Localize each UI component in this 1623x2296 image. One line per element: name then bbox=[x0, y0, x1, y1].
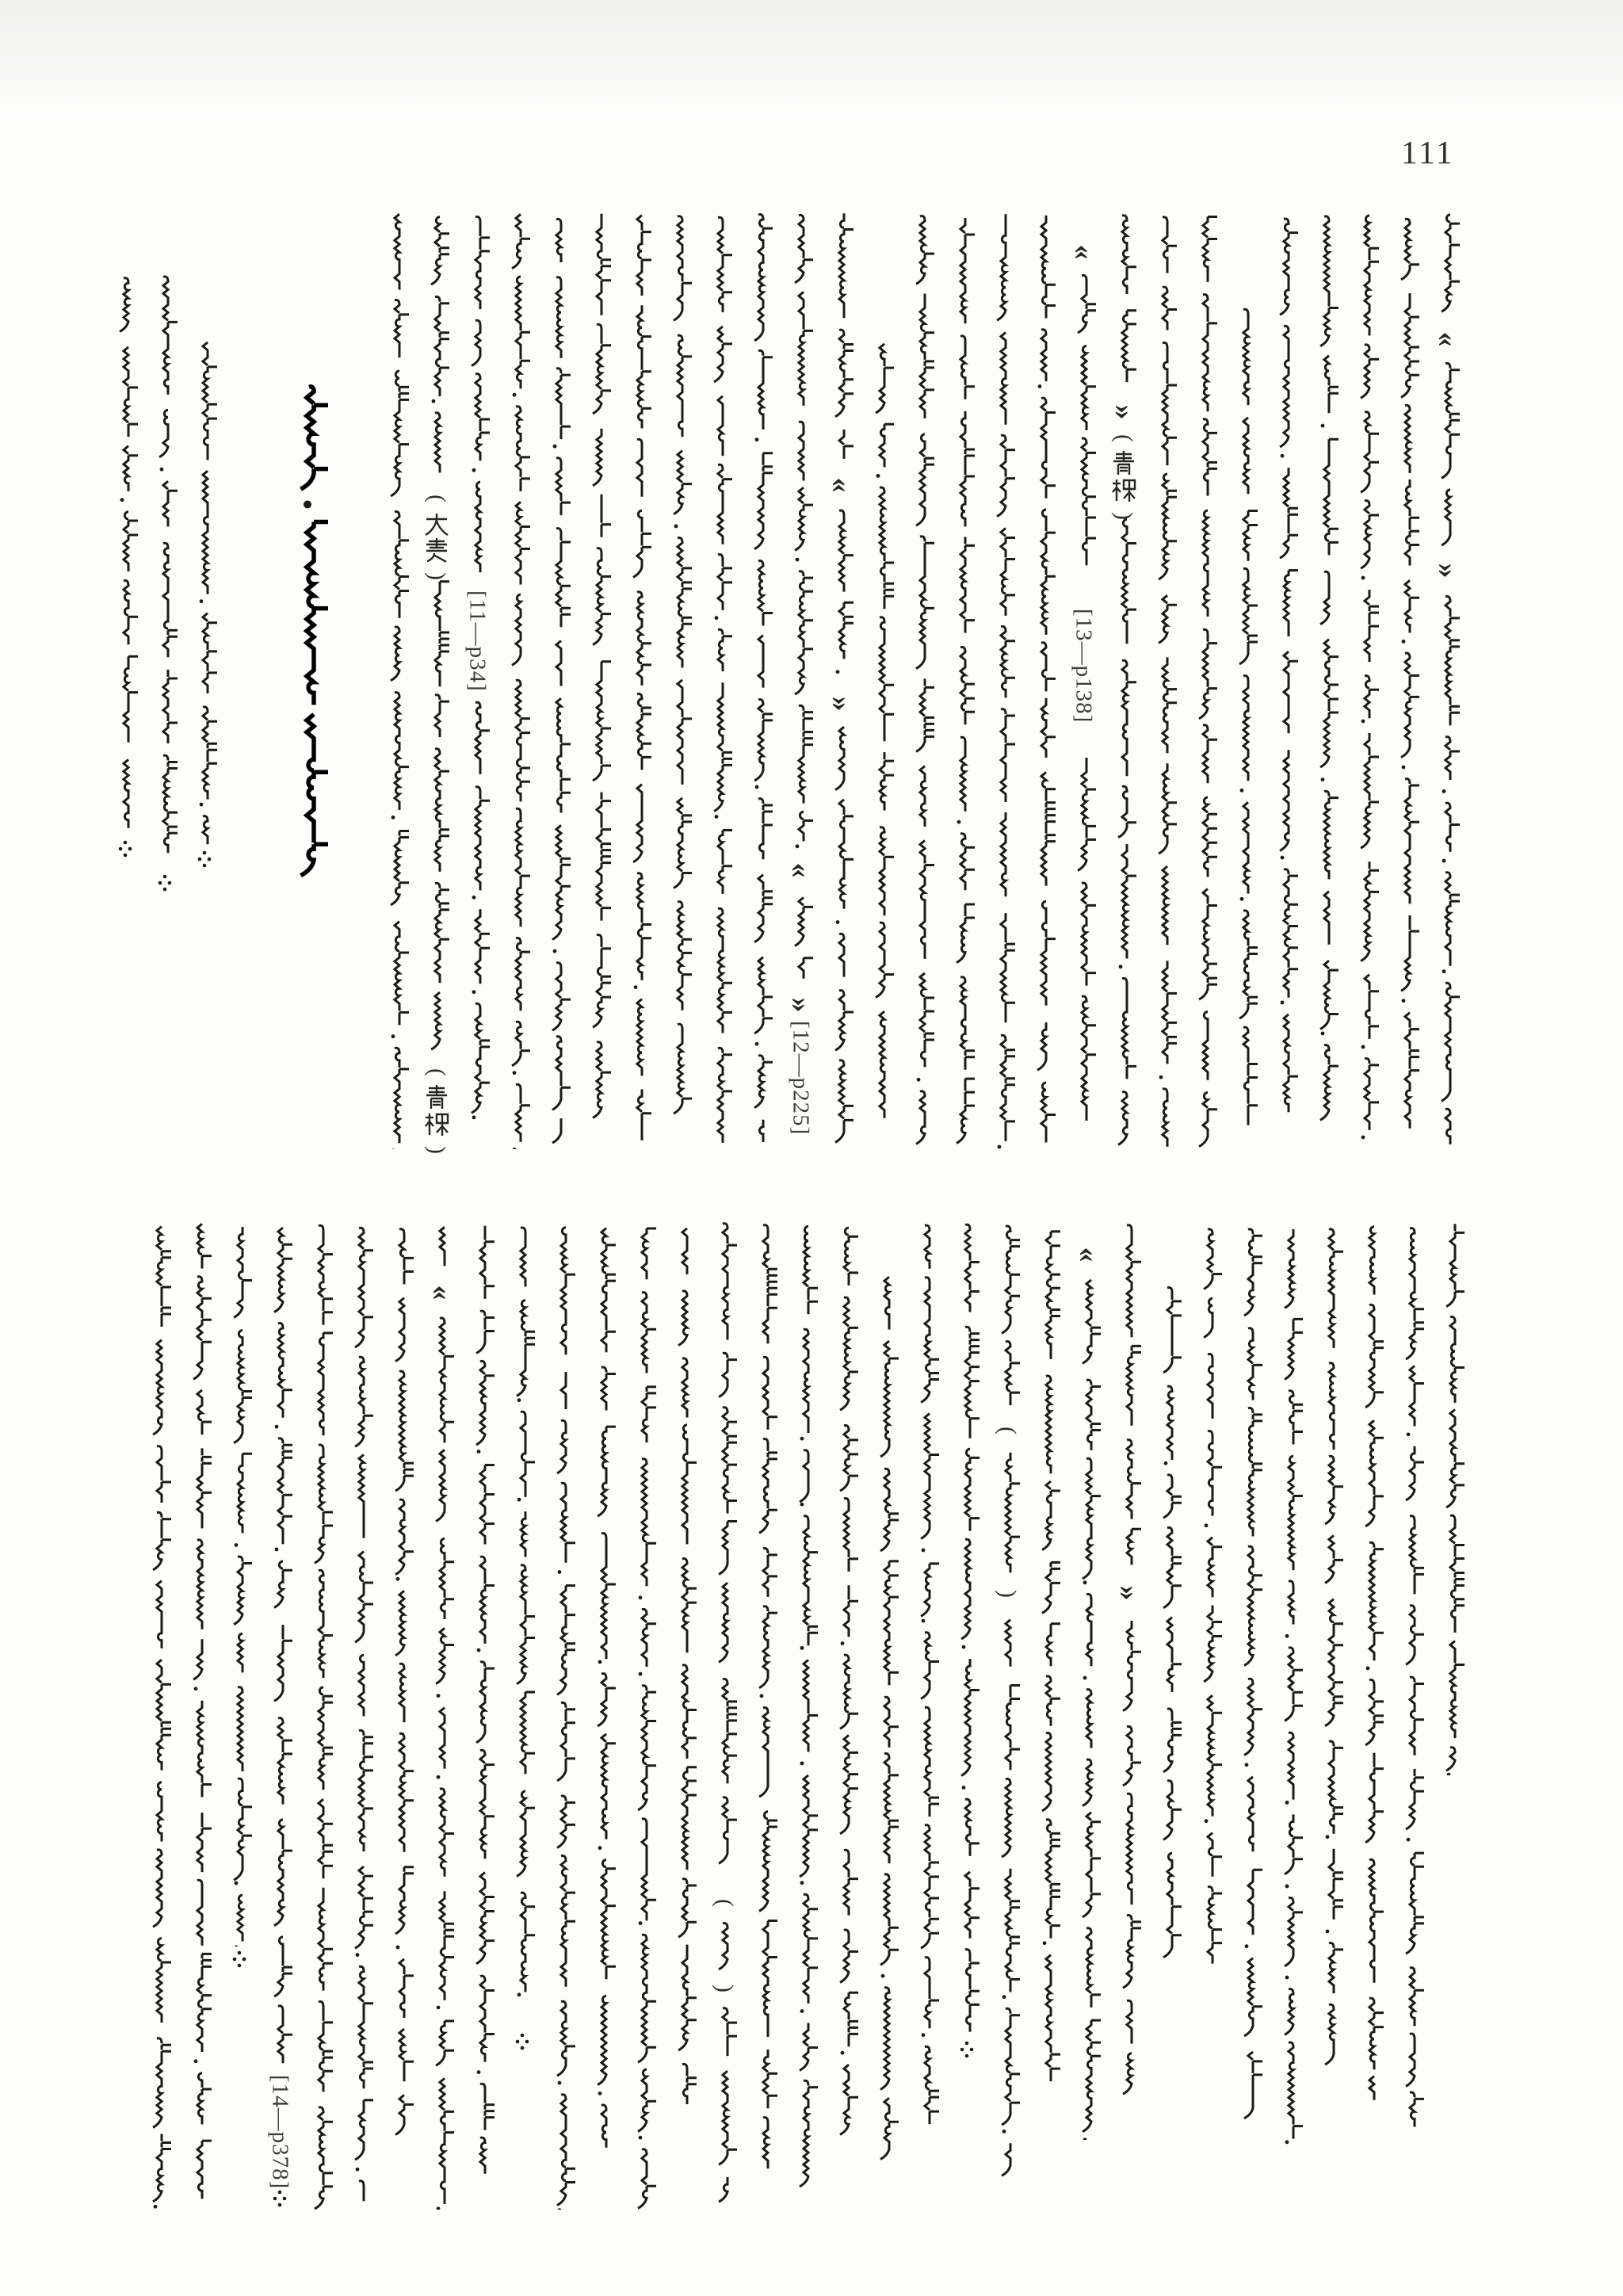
chinese-gloss-qingke: ( ) bbox=[424, 1068, 450, 1154]
mongol-text-column bbox=[1071, 1221, 1106, 2140]
mongol-text-column bbox=[262, 1221, 297, 2210]
mongol-text-column bbox=[343, 1221, 378, 2210]
mongol-text-column bbox=[707, 1221, 742, 2210]
mongol-text-column bbox=[1111, 1221, 1146, 2100]
title-bracket-open: « bbox=[1430, 331, 1464, 346]
mongol-text-column bbox=[949, 1221, 984, 2061]
title-bracket-close: » bbox=[1107, 404, 1140, 418]
paren-close: ) bbox=[712, 1985, 738, 1992]
page-number: 111 bbox=[1401, 134, 1455, 170]
mongol-text-column bbox=[788, 1221, 823, 2210]
title-bracket-close: » bbox=[824, 696, 857, 710]
citation-ref: [11—p34] bbox=[464, 590, 491, 692]
mongol-text-column bbox=[424, 1221, 459, 2210]
section-end-mark bbox=[222, 1950, 257, 1970]
mongol-text-column bbox=[303, 1221, 338, 2210]
mongol-text-column bbox=[869, 1268, 903, 2172]
mongol-text-column bbox=[1354, 1221, 1388, 2108]
section-end-mark bbox=[505, 2032, 540, 2053]
citation-ref: [12—p225] bbox=[788, 1021, 814, 1136]
mongol-text-column bbox=[747, 1221, 782, 2172]
mongol-text-column bbox=[909, 1221, 944, 2140]
mongol-text-column bbox=[1313, 1221, 1348, 2069]
title-bracket-close: » bbox=[784, 997, 817, 1011]
title-bracket-open: « bbox=[824, 477, 857, 491]
mongol-text-column bbox=[990, 1221, 1025, 2179]
section-end-mark bbox=[262, 2189, 297, 2210]
paren-open: ( bbox=[995, 1427, 1021, 1435]
title-bracket-open: « bbox=[1071, 1247, 1105, 1261]
mongol-text-column bbox=[586, 1221, 621, 2156]
citation-ref: [13—p138] bbox=[1071, 609, 1097, 724]
mongol-text-column bbox=[141, 1221, 176, 2210]
mongol-text-column bbox=[222, 1221, 257, 1970]
mongol-text-column bbox=[464, 1221, 499, 2179]
title-bracket-open: « bbox=[1067, 244, 1100, 258]
section-end-mark bbox=[949, 2040, 984, 2061]
paren-open: ( bbox=[712, 1899, 738, 1907]
mongol-text-column bbox=[505, 1221, 540, 2053]
paren-close: ) bbox=[995, 1590, 1021, 1598]
mongol-text-column bbox=[1273, 1221, 1308, 2148]
mongol-text-column bbox=[666, 1221, 701, 2108]
title-bracket-open: « bbox=[784, 862, 817, 877]
mongol-text-column bbox=[384, 1221, 418, 2140]
title-bracket-open: « bbox=[425, 1285, 458, 1299]
mongol-text-column bbox=[1232, 1221, 1267, 2124]
mongol-text-column bbox=[1394, 1221, 1429, 2135]
title-bracket-close: » bbox=[1430, 563, 1464, 577]
mongol-text-column bbox=[1151, 1284, 1186, 1966]
mongol-text-column bbox=[1030, 1221, 1065, 2108]
mongol-text-column bbox=[626, 1221, 661, 2210]
mongol-text-column bbox=[828, 1221, 863, 2140]
chinese-gloss-daimai: ( ) bbox=[424, 495, 450, 580]
chinese-gloss-qingke: ( ) bbox=[1111, 434, 1137, 520]
title-bracket-close: » bbox=[1112, 1585, 1145, 1599]
mongol-text-column bbox=[1434, 1221, 1469, 1775]
mongol-text-column bbox=[1192, 1221, 1227, 1966]
mongol-text-column bbox=[181, 1221, 216, 2203]
mongol-text-column bbox=[545, 1221, 580, 2210]
citation-ref: [14—p378] bbox=[267, 2075, 293, 2190]
